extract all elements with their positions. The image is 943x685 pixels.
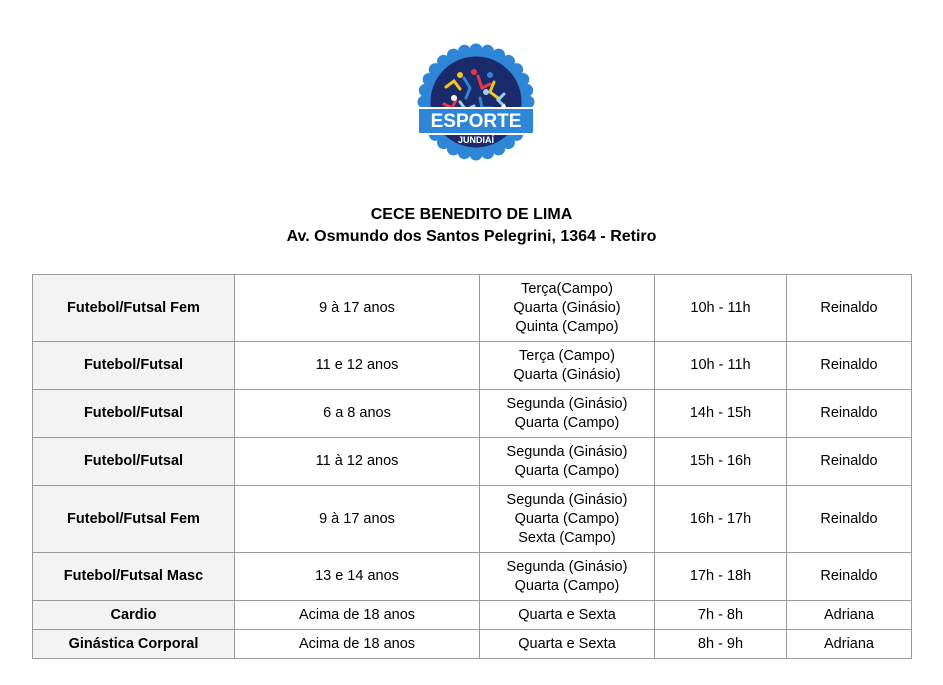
age-cell: 11 e 12 anos [235, 342, 480, 390]
table-row [33, 486, 912, 553]
day-line: Segunda (Ginásio) [506, 443, 628, 460]
days-cell [480, 390, 655, 438]
age-cell: 13 e 14 anos [235, 553, 480, 601]
teacher-cell: Reinaldo [787, 390, 912, 438]
teacher-cell: Adriana [787, 601, 912, 630]
day-line: Quarta e Sexta [518, 606, 616, 623]
age-cell: 6 a 8 anos [235, 390, 480, 438]
age-cell: 11 à 12 anos [235, 438, 480, 486]
days-cell [480, 486, 655, 553]
table-row [33, 275, 912, 342]
time-cell: 14h - 15h [655, 390, 787, 438]
table-row [33, 390, 912, 438]
svg-text:JUNDIAÍ: JUNDIAÍ [457, 135, 495, 145]
age-cell: 9 à 17 anos [235, 486, 480, 553]
teacher-cell: Adriana [787, 630, 912, 659]
teacher-cell: Reinaldo [787, 275, 912, 342]
time-cell: 16h - 17h [655, 486, 787, 553]
activity-cell: Cardio [33, 601, 235, 630]
teacher-cell: Reinaldo [787, 342, 912, 390]
age-cell: Acima de 18 anos [235, 601, 480, 630]
day-line: Quinta (Campo) [515, 318, 619, 335]
time-cell: 17h - 18h [655, 553, 787, 601]
table-row [33, 553, 912, 601]
days-cell [480, 438, 655, 486]
days-cell [480, 601, 655, 630]
time-cell: 7h - 8h [655, 601, 787, 630]
day-line: Quarta (Campo) [514, 414, 620, 431]
day-line: Segunda (Ginásio) [506, 558, 628, 575]
svg-text:ESPORTE: ESPORTE [430, 111, 522, 132]
days-cell [480, 342, 655, 390]
day-line: Segunda (Ginásio) [506, 395, 628, 412]
table-row [33, 438, 912, 486]
time-cell: 8h - 9h [655, 630, 787, 659]
schedule-table [32, 274, 912, 659]
days-cell [480, 275, 655, 342]
esporte-jundiai-logo [416, 42, 536, 162]
age-cell: Acima de 18 anos [235, 630, 480, 659]
table-row [33, 630, 912, 659]
teacher-cell: Reinaldo [787, 553, 912, 601]
activity-cell: Futebol/Futsal Fem [33, 275, 235, 342]
day-line: Terça (Campo) [519, 347, 615, 364]
time-cell: 10h - 11h [655, 275, 787, 342]
activity-cell: Ginástica Corporal [33, 630, 235, 659]
time-cell: 10h - 11h [655, 342, 787, 390]
day-line: Quarta (Campo) [514, 510, 620, 527]
day-line: Quarta (Campo) [514, 462, 620, 479]
day-line: Quarta e Sexta [518, 635, 616, 652]
age-cell: 9 à 17 anos [235, 275, 480, 342]
days-cell [480, 630, 655, 659]
day-line: Quarta (Ginásio) [513, 299, 621, 316]
day-line: Terça(Campo) [521, 280, 613, 297]
activity-cell: Futebol/Futsal [33, 390, 235, 438]
day-line: Quarta (Campo) [514, 577, 620, 594]
activity-cell: Futebol/Futsal [33, 438, 235, 486]
day-line: Sexta (Campo) [518, 529, 616, 546]
teacher-cell: Reinaldo [787, 486, 912, 553]
time-cell: 15h - 16h [655, 438, 787, 486]
table-row [33, 342, 912, 390]
center-name: CECE BENEDITO DE LIMA [370, 206, 573, 223]
activity-cell: Futebol/Futsal [33, 342, 235, 390]
activity-cell: Futebol/Futsal Masc [33, 553, 235, 601]
center-address: Av. Osmundo dos Santos Pelegrini, 1364 - Retiro [286, 228, 657, 245]
activity-cell: Futebol/Futsal Fem [33, 486, 235, 553]
table-row [33, 601, 912, 630]
day-line: Segunda (Ginásio) [506, 491, 628, 508]
teacher-cell: Reinaldo [787, 438, 912, 486]
day-line: Quarta (Ginásio) [513, 366, 621, 383]
days-cell [480, 553, 655, 601]
